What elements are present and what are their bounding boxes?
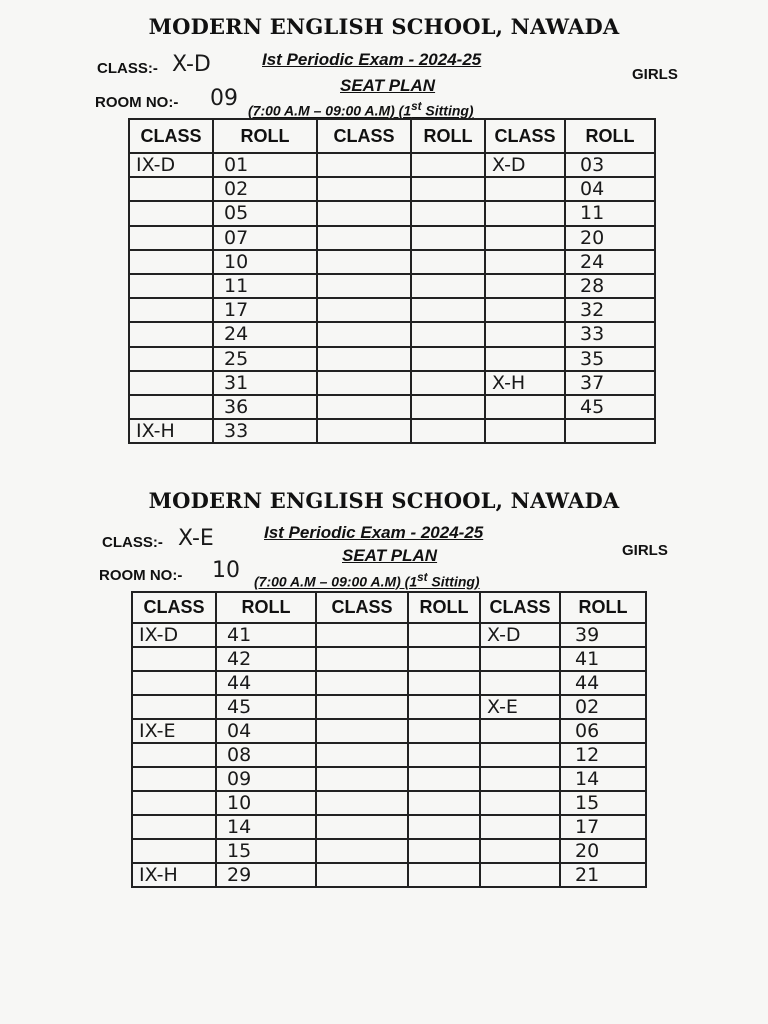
class-cell: IX-D xyxy=(132,623,216,647)
roll-cell: 12 xyxy=(560,743,646,767)
table-row xyxy=(132,743,646,767)
roll-cell: 20 xyxy=(560,839,646,863)
roll-cell: 36 xyxy=(213,395,317,419)
roll-cell: 37 xyxy=(565,371,655,395)
column-header: ROLL xyxy=(565,119,655,153)
class-cell xyxy=(129,250,213,274)
group-label: GIRLS xyxy=(632,66,678,83)
class-cell xyxy=(317,250,411,274)
class-cell xyxy=(316,671,408,695)
class-cell xyxy=(480,767,560,791)
table-row xyxy=(129,371,655,395)
column-header: CLASS xyxy=(132,592,216,623)
class-cell: X-H xyxy=(485,371,565,395)
table-row xyxy=(132,671,646,695)
room-label: ROOM NO:- xyxy=(99,567,183,584)
roll-cell xyxy=(408,671,480,695)
column-header: ROLL xyxy=(411,119,485,153)
column-header: CLASS xyxy=(317,119,411,153)
class-cell xyxy=(132,695,216,719)
roll-cell: 07 xyxy=(213,226,317,250)
roll-cell xyxy=(411,322,485,346)
class-cell xyxy=(316,743,408,767)
class-cell xyxy=(132,839,216,863)
class-cell xyxy=(485,177,565,201)
roll-cell: 42 xyxy=(216,647,316,671)
table-row xyxy=(129,177,655,201)
seat-plan-table xyxy=(131,591,647,888)
roll-cell xyxy=(565,419,655,443)
roll-cell: 01 xyxy=(213,153,317,177)
table-header-row xyxy=(129,119,655,153)
roll-cell: 11 xyxy=(565,201,655,225)
class-cell xyxy=(129,201,213,225)
roll-cell xyxy=(408,791,480,815)
class-cell: X-D xyxy=(485,153,565,177)
class-cell xyxy=(316,623,408,647)
table-row xyxy=(129,298,655,322)
column-header: ROLL xyxy=(213,119,317,153)
roll-cell xyxy=(411,395,485,419)
class-cell xyxy=(485,298,565,322)
class-cell xyxy=(485,274,565,298)
class-cell xyxy=(316,815,408,839)
column-header: ROLL xyxy=(560,592,646,623)
exam-title: Ist Periodic Exam - 2024-25 xyxy=(262,50,482,69)
class-cell xyxy=(317,274,411,298)
table-row xyxy=(132,863,646,887)
room-value: 09 xyxy=(210,86,238,111)
roll-cell: 10 xyxy=(216,791,316,815)
roll-cell xyxy=(411,298,485,322)
table-row xyxy=(129,153,655,177)
roll-cell xyxy=(408,623,480,647)
roll-cell xyxy=(408,719,480,743)
class-cell xyxy=(317,201,411,225)
class-label: CLASS:- xyxy=(102,534,163,551)
roll-cell xyxy=(411,347,485,371)
column-header: CLASS xyxy=(485,119,565,153)
roll-cell: 41 xyxy=(216,623,316,647)
roll-cell: 10 xyxy=(213,250,317,274)
class-cell xyxy=(317,298,411,322)
roll-cell xyxy=(411,250,485,274)
exam-timing: (7:00 A.M – 09:00 A.M) (1st Sitting) xyxy=(254,571,480,590)
class-cell xyxy=(317,153,411,177)
roll-cell: 41 xyxy=(560,647,646,671)
class-cell xyxy=(480,647,560,671)
class-cell xyxy=(480,791,560,815)
class-cell xyxy=(317,347,411,371)
class-cell xyxy=(317,371,411,395)
class-cell xyxy=(485,419,565,443)
roll-cell xyxy=(411,226,485,250)
table-row xyxy=(129,274,655,298)
roll-cell: 15 xyxy=(560,791,646,815)
table-row xyxy=(132,695,646,719)
room-value: 10 xyxy=(212,558,240,583)
class-cell xyxy=(132,743,216,767)
roll-cell xyxy=(411,153,485,177)
table-row xyxy=(132,839,646,863)
class-cell: IX-H xyxy=(129,419,213,443)
roll-cell xyxy=(411,177,485,201)
class-cell xyxy=(129,177,213,201)
roll-cell xyxy=(411,274,485,298)
seat-plan-title: SEAT PLAN xyxy=(342,546,438,565)
class-cell xyxy=(485,347,565,371)
roll-cell: 35 xyxy=(565,347,655,371)
class-cell: IX-H xyxy=(132,863,216,887)
roll-cell: 32 xyxy=(565,298,655,322)
roll-cell: 02 xyxy=(213,177,317,201)
table-row xyxy=(129,395,655,419)
class-cell xyxy=(132,815,216,839)
table-row xyxy=(129,347,655,371)
class-cell xyxy=(480,719,560,743)
roll-cell: 44 xyxy=(216,671,316,695)
table-row xyxy=(129,201,655,225)
roll-cell: 20 xyxy=(565,226,655,250)
class-cell xyxy=(485,201,565,225)
column-header: ROLL xyxy=(408,592,480,623)
table-row xyxy=(132,719,646,743)
class-label: CLASS:- xyxy=(97,60,158,77)
class-cell xyxy=(129,226,213,250)
class-cell: X-E xyxy=(480,695,560,719)
roll-cell xyxy=(411,419,485,443)
class-cell xyxy=(480,671,560,695)
school-name: MODERN ENGLISH SCHOOL, NAWADA xyxy=(148,14,620,39)
exam-title: Ist Periodic Exam - 2024-25 xyxy=(264,523,484,542)
class-cell xyxy=(485,226,565,250)
class-value: X-D xyxy=(172,52,211,77)
roll-cell: 14 xyxy=(216,815,316,839)
class-cell xyxy=(317,177,411,201)
class-cell xyxy=(132,767,216,791)
roll-cell: 09 xyxy=(216,767,316,791)
roll-cell: 04 xyxy=(216,719,316,743)
exam-timing: (7:00 A.M – 09:00 A.M) (1st Sitting) xyxy=(248,100,474,119)
seat-plan-table xyxy=(128,118,656,444)
table-row xyxy=(132,791,646,815)
roll-cell xyxy=(408,695,480,719)
roll-cell: 33 xyxy=(213,419,317,443)
roll-cell: 24 xyxy=(565,250,655,274)
class-cell xyxy=(317,322,411,346)
roll-cell: 17 xyxy=(213,298,317,322)
table-row xyxy=(132,815,646,839)
roll-cell: 05 xyxy=(213,201,317,225)
roll-cell: 06 xyxy=(560,719,646,743)
table-row xyxy=(129,322,655,346)
class-cell xyxy=(129,395,213,419)
table-row xyxy=(132,623,646,647)
roll-cell: 15 xyxy=(216,839,316,863)
class-cell xyxy=(316,719,408,743)
class-cell xyxy=(480,863,560,887)
class-value: X-E xyxy=(178,526,214,551)
class-cell xyxy=(129,371,213,395)
class-cell xyxy=(485,250,565,274)
roll-cell: 11 xyxy=(213,274,317,298)
column-header: CLASS xyxy=(316,592,408,623)
roll-cell xyxy=(411,201,485,225)
class-cell xyxy=(316,767,408,791)
roll-cell: 33 xyxy=(565,322,655,346)
roll-cell xyxy=(408,647,480,671)
column-header: ROLL xyxy=(216,592,316,623)
table-header-row xyxy=(132,592,646,623)
seat-plan-title: SEAT PLAN xyxy=(340,76,436,95)
roll-cell: 04 xyxy=(565,177,655,201)
roll-cell: 02 xyxy=(560,695,646,719)
roll-cell: 28 xyxy=(565,274,655,298)
class-cell xyxy=(129,322,213,346)
table-row xyxy=(129,250,655,274)
class-cell xyxy=(132,671,216,695)
class-cell xyxy=(129,298,213,322)
class-cell xyxy=(317,226,411,250)
class-cell: IX-D xyxy=(129,153,213,177)
roll-cell xyxy=(408,743,480,767)
class-cell xyxy=(316,839,408,863)
class-cell xyxy=(316,695,408,719)
class-cell xyxy=(317,419,411,443)
room-label: ROOM NO:- xyxy=(95,94,179,111)
table-row xyxy=(129,419,655,443)
roll-cell: 29 xyxy=(216,863,316,887)
roll-cell xyxy=(408,815,480,839)
roll-cell: 17 xyxy=(560,815,646,839)
table-row xyxy=(129,226,655,250)
roll-cell xyxy=(411,371,485,395)
column-header: CLASS xyxy=(129,119,213,153)
class-cell xyxy=(485,322,565,346)
class-cell xyxy=(480,839,560,863)
roll-cell xyxy=(408,839,480,863)
table-row xyxy=(132,647,646,671)
class-cell: IX-E xyxy=(132,719,216,743)
column-header: CLASS xyxy=(480,592,560,623)
roll-cell: 03 xyxy=(565,153,655,177)
school-name: MODERN ENGLISH SCHOOL, NAWADA xyxy=(148,488,620,513)
roll-cell: 21 xyxy=(560,863,646,887)
roll-cell: 08 xyxy=(216,743,316,767)
class-cell xyxy=(132,647,216,671)
class-cell xyxy=(485,395,565,419)
class-cell xyxy=(316,863,408,887)
roll-cell xyxy=(408,863,480,887)
table-row xyxy=(132,767,646,791)
class-cell xyxy=(480,743,560,767)
class-cell xyxy=(129,347,213,371)
class-cell: X-D xyxy=(480,623,560,647)
roll-cell xyxy=(408,767,480,791)
class-cell xyxy=(132,791,216,815)
class-cell xyxy=(316,647,408,671)
roll-cell: 44 xyxy=(560,671,646,695)
roll-cell: 45 xyxy=(216,695,316,719)
class-cell xyxy=(480,815,560,839)
roll-cell: 14 xyxy=(560,767,646,791)
class-cell xyxy=(317,395,411,419)
class-cell xyxy=(316,791,408,815)
roll-cell: 45 xyxy=(565,395,655,419)
roll-cell: 39 xyxy=(560,623,646,647)
roll-cell: 24 xyxy=(213,322,317,346)
roll-cell: 25 xyxy=(213,347,317,371)
class-cell xyxy=(129,274,213,298)
group-label: GIRLS xyxy=(622,542,668,559)
roll-cell: 31 xyxy=(213,371,317,395)
